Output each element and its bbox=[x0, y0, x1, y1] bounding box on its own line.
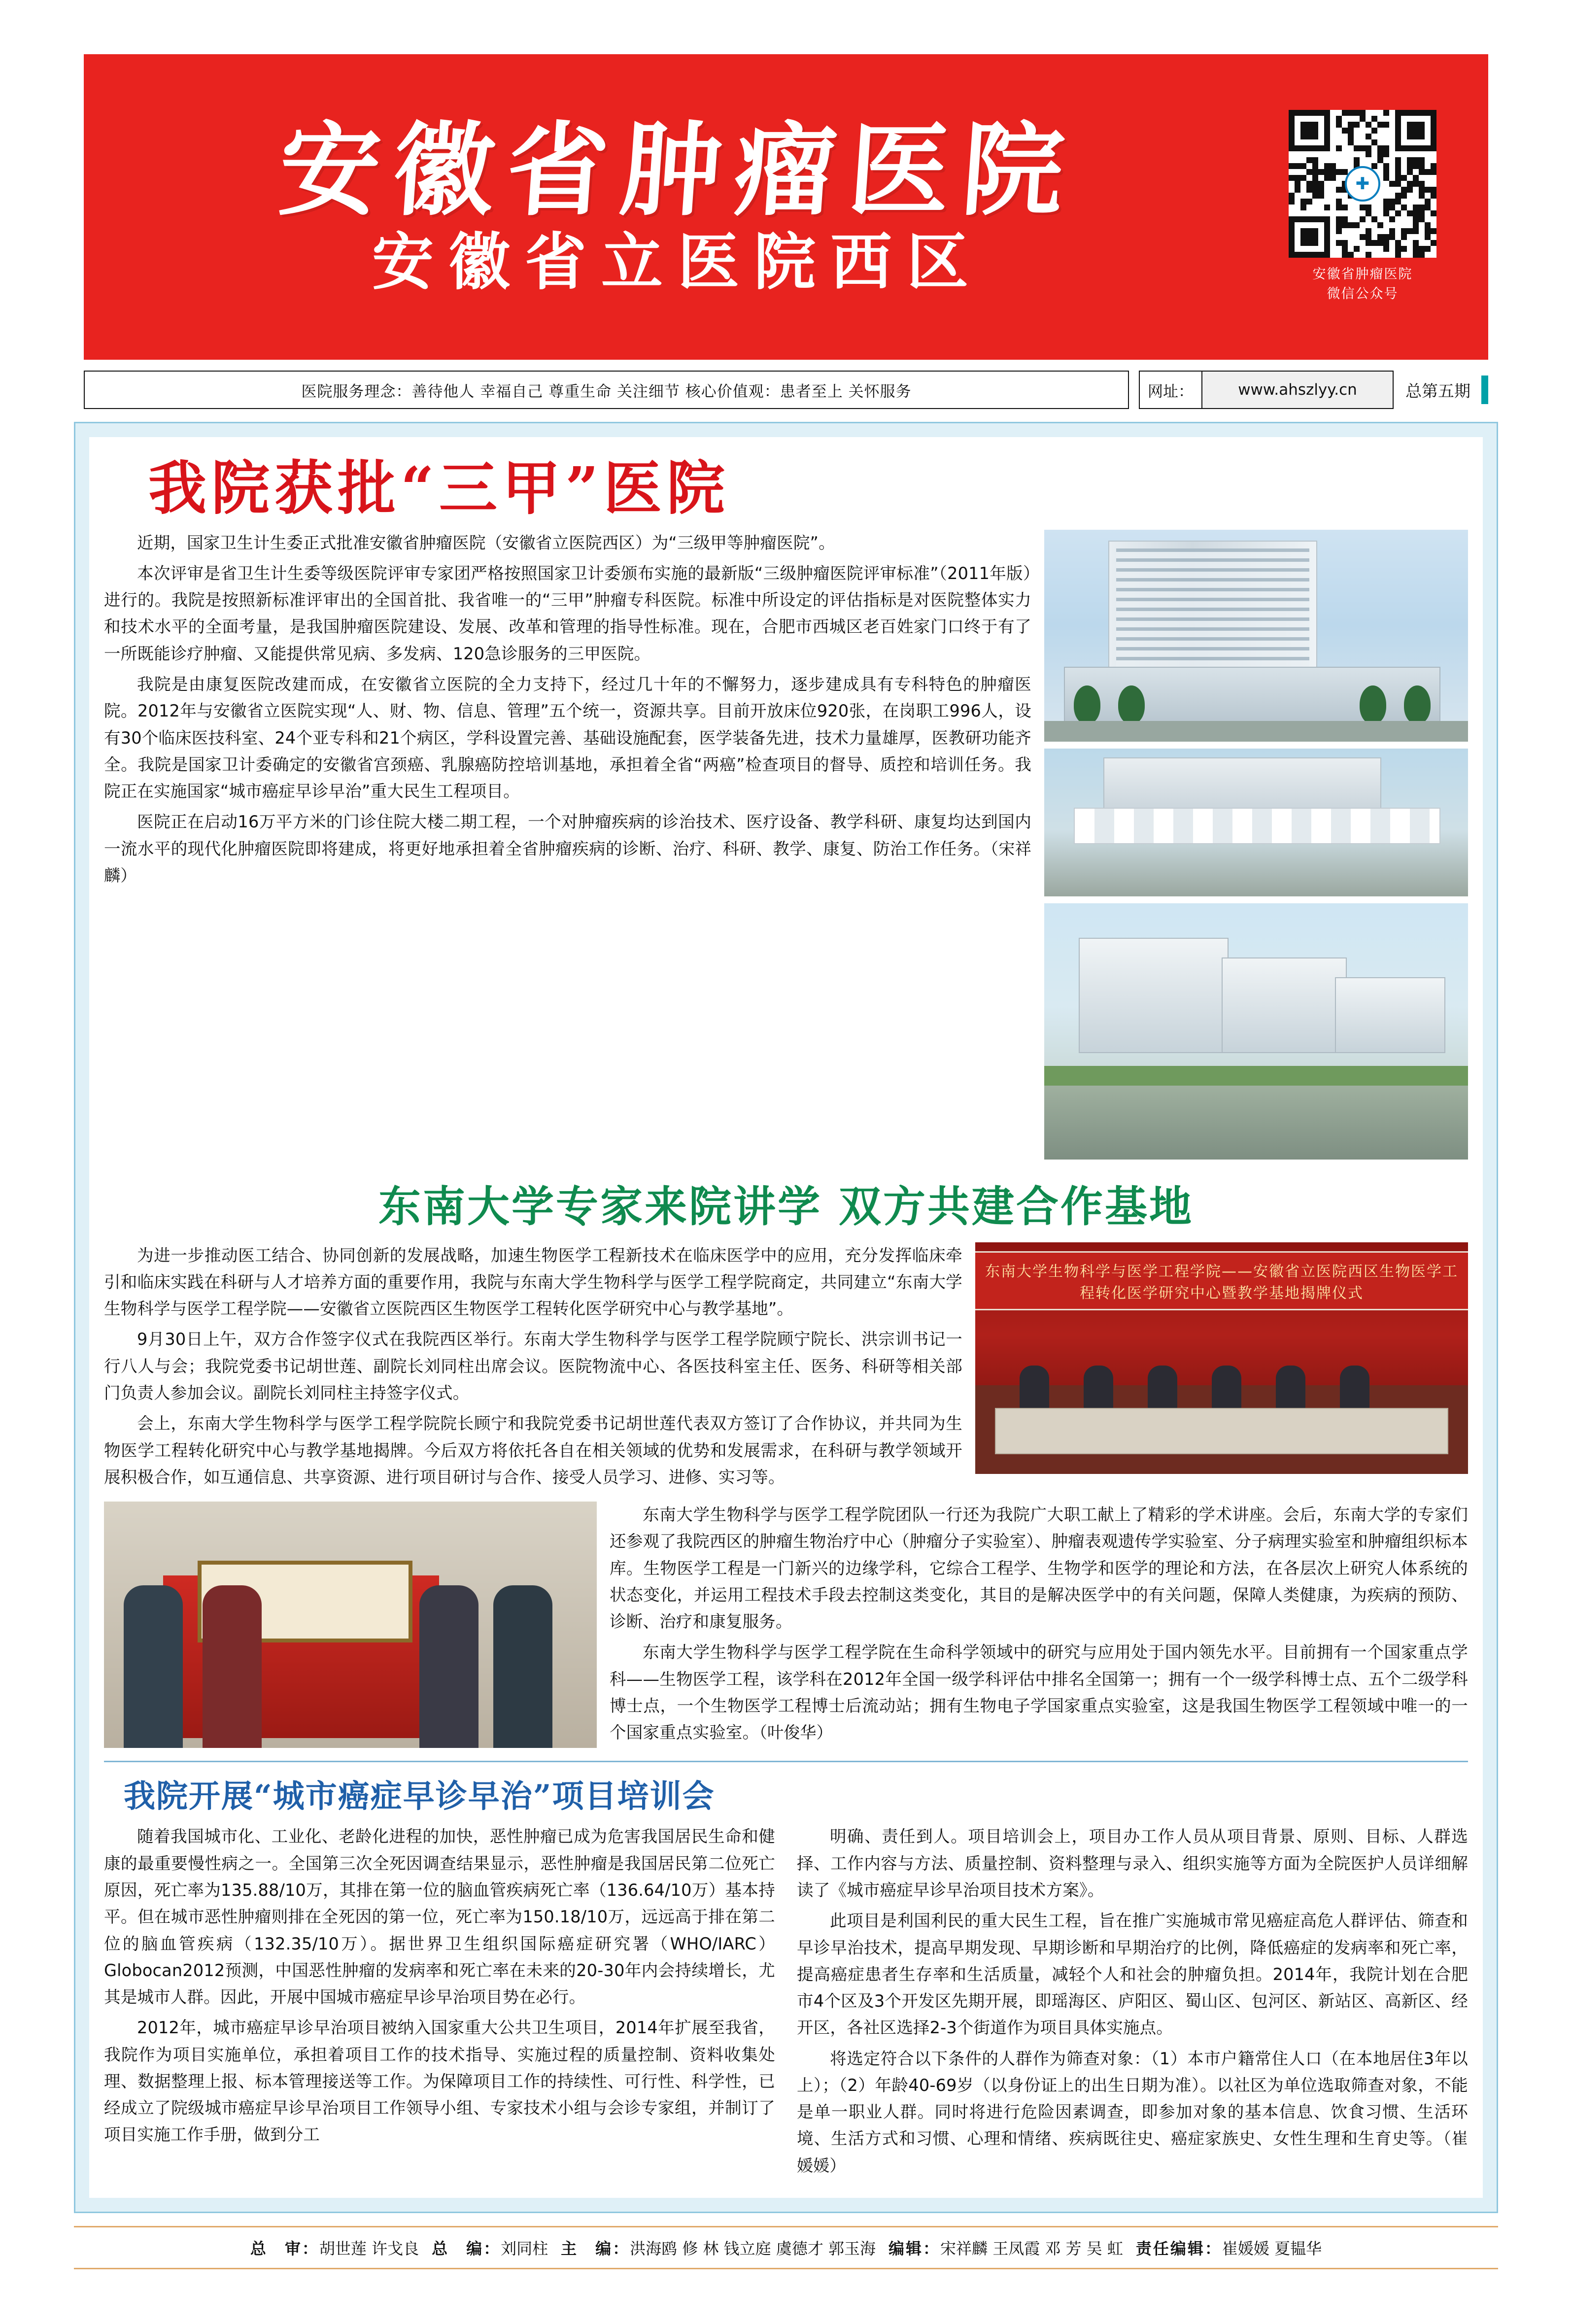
article2-mid bbox=[104, 1502, 1468, 1750]
plaza-awning-shape bbox=[1074, 808, 1440, 844]
footer-value: 刘同柱 bbox=[501, 2239, 548, 2258]
article2-signature: （叶俊华） bbox=[759, 1723, 833, 1743]
article1-photos bbox=[1044, 530, 1468, 1160]
footer-item bbox=[432, 2236, 548, 2259]
article2-headline: 东南大学专家来院讲学 双方共建合作基地 bbox=[378, 1181, 1194, 1231]
masthead-footer bbox=[74, 2226, 1498, 2269]
person-shape bbox=[1340, 1366, 1369, 1410]
footer-value: 崔媛媛 夏韫华 bbox=[1222, 2239, 1322, 2258]
tree-shape bbox=[1118, 685, 1145, 724]
article1 bbox=[104, 530, 1468, 1160]
conference-banner-text: 东南大学生物科学与医学工程学院——安徽省立医院西区生物医学工程转化医学研究中心暨教学基地揭牌仪式 bbox=[975, 1251, 1468, 1310]
qr-caption bbox=[1313, 265, 1413, 305]
qr-block bbox=[1257, 110, 1488, 305]
article2-paragraph-text: 东南大学生物科学与医学工程学院在生命科学领域中的研究与应用处于国内领先水平。目前拥有一个国家重点学科——生物医学工程，该学科在2012年全国一级学科评估中排名全国第一；拥有一个一级学科博士点、五个二级学科博士点，一个生物医学工程博士后流动站；拥有生物电子学国家重点实验室，这是我国生物医学工程领域中唯一的一个国家重点实验室。 bbox=[610, 1642, 1468, 1743]
footer-item bbox=[250, 2236, 419, 2259]
footer-label: 总 审： bbox=[250, 2239, 319, 2258]
article1-paragraph: 本次评审是省卫生计生委等级医院评审专家团严格按照国家卫计委颁布实施的最新版“三级肿瘤医院评审标准”（2011年版）进行的。我院是按照新标准评审出的全国首批、我省唯一的“三甲”肿瘤专科医院。标准中所设定的评估指标是对医院整体实力和技术水平的全面考量，是我国肿瘤医院建设、发展、改革和管理的指导性标准。现在，合肥市西城区老百姓家门口终于有了一所既能诊疗肿瘤、又能提供常见病、多发病、120急诊服务的三甲医院。 bbox=[104, 563, 1031, 663]
article3-column-1 bbox=[104, 1823, 775, 2183]
article2-paragraph: 9月30日上午，双方合作签字仪式在我院西区举行。东南大学生物科学与医学工程学院顾宁院长、洪宗训书记一行八人与会；我院党委书记胡世莲、副院长刘同柱出席会议。医院物流中心、各医技科室主任、医务、科研等相关部门负责人参加会议。副院长刘同柱主持签字仪式。 bbox=[104, 1330, 962, 1403]
article2-top bbox=[104, 1242, 1468, 1495]
hospital-building-photo bbox=[1044, 530, 1468, 742]
article3-paragraph: 此项目是利国利民的重大民生工程，旨在推广实施城市常见癌症高危人群评估、筛查和早诊早治技术，提高早期发现、早期诊断和早期治疗的比例，降低癌症的发病率和死亡率，提高癌症患者生存率和生活质量，减轻个人和社会的肿瘤负担。2014年，我院计划在合肥市4个区及3个开发区先期开展，即瑶海区、庐阳区、蜀山区、包河区、新站区、高新区、经开区，各社区选择2-3个街道作为项目具体实施点。 bbox=[797, 1911, 1468, 2038]
masthead-titles bbox=[84, 111, 1257, 298]
teal-marker bbox=[1481, 376, 1488, 404]
render-block-shape bbox=[1222, 957, 1347, 1053]
article3 bbox=[104, 1761, 1468, 2183]
hospital-plaza-photo bbox=[1044, 749, 1468, 896]
person-shape bbox=[1084, 1366, 1113, 1410]
website-label: 网址： bbox=[1148, 382, 1194, 401]
render-grass-shape bbox=[1044, 1066, 1468, 1086]
qr-caption-line1: 安徽省肿瘤医院 bbox=[1312, 266, 1413, 282]
issue-number-text: 总第五期 bbox=[1405, 381, 1470, 401]
footer-label: 编辑： bbox=[889, 2239, 941, 2258]
person-shape bbox=[1276, 1366, 1305, 1410]
article1-paragraph-text: 医院正在启动16万平方米的门诊住院大楼二期工程，一个对肿瘤疾病的诊治技术、医疗设备、教学科研、康复均达到国内一流水平的现代化肿瘤医院即将建成，将更好地承担着全省肿瘤疾病的诊断、治疗、科研、教学、康复、防治工作任务。 bbox=[104, 812, 1031, 858]
footer-value: 胡世莲 许戈良 bbox=[319, 2239, 419, 2258]
info-bar bbox=[84, 371, 1488, 409]
content-frame bbox=[74, 422, 1498, 2213]
article3-paragraph-text: 将选定符合以下条件的人群作为筛查对象：（1）本市户籍常住人口（在本地居住3年以上）；（2）年龄40-69岁（以身份证上的出生日期为准）。以社区为单位选取筛查对象，不能是单一职业人群。同时将进行危险因素调查，即参加对象的基本信息、饮食习惯、生活环境、生活方式和习惯、心理和情绪、疾病既往史、癌症家族史、女性生理和生育史等。 bbox=[797, 2049, 1468, 2149]
footer-label: 责任编辑： bbox=[1135, 2239, 1222, 2258]
article2-paragraph bbox=[610, 1639, 1468, 1746]
article3-signature: （崔媛媛） bbox=[797, 2129, 1468, 2175]
person-shape bbox=[1020, 1366, 1049, 1410]
article3-headline: 我院开展“城市癌症早诊早治”项目培训会 bbox=[124, 1778, 715, 1815]
ground-shape bbox=[1044, 721, 1468, 742]
page-bottom-padding bbox=[0, 2269, 1572, 2314]
article3-columns bbox=[104, 1823, 1468, 2183]
article2-paragraph: 东南大学生物科学与医学工程学院团队一行还为我院广大职工献上了精彩的学术讲座。会后，东南大学的专家们还参观了我院西区的肿瘤生物治疗中心（肿瘤分子实验室）、肿瘤表观遗传学实验室、分子病理实验室和肿瘤组织标本库。生物医学工程是一门新兴的边缘学科，它综合工程学、生物学和医学的理论和方法，在各层次上研究人体系统的状态变化，并运用工程技术手段去控制这类变化，其目的是解决医学中的有关问题，保障人类健康，为疾病的预防、诊断、治疗和康复服务。 bbox=[610, 1505, 1468, 1632]
article3-paragraph: 2012年，城市癌症早诊早治项目被纳入国家重大公共卫生项目，2014年扩展至我省，我院作为项目实施单位，承担着项目工作的技术指导、实施过程的质量控制、资料收集处理、数据整理上报、标本管理接送等工作。为保障项目工作的持续性、可行性、科学性，已经成立了院级城市癌症早诊早治项目工作领导小组、专家技术小组与会诊专家组，并制订了项目实施工作手册，做到分工 bbox=[104, 2018, 775, 2145]
person-shape bbox=[419, 1585, 478, 1748]
tree-shape bbox=[1074, 685, 1100, 724]
article2-paragraph: 会上，东南大学生物科学与医学工程学院院长顾宁和我院党委书记胡世莲代表双方签订了合作协议，并共同为生物医学工程转化研究中心与教学基地揭牌。今后双方将依托各自在相关领域的优势和发展需求，在科研与教学领域开展积极合作，如互通信息、共享资源、进行项目研讨与合作、接受人员学习、进修、实习等。 bbox=[104, 1414, 962, 1487]
article3-paragraph: 随着我国城市化、工业化、老龄化进程的加快，恶性肿瘤已成为危害我国居民生命和健康的最重要慢性病之一。全国第三次全死因调查结果显示，恶性肿瘤是我国居民第二位死亡原因，死亡率为135.88/10万，其排在第一位的脑血管疾病死亡率（136.64/10万）基本持平。但在城市恶性肿瘤则排在全死因的第一位，死亡率为150.18/10万，远远高于排在第二位的脑血管疾病（132.35/10万）。据世界卫生组织国际癌症研究署（WHO/IARC）Globocan2012预测，中国恶性肿瘤的发病率和死亡率在未来的20-30年内会持续增长，尤其是城市人群。因此，开展中国城市癌症早诊早治项目势在必行。 bbox=[104, 1827, 775, 2007]
website-url[interactable]: www.ahszlyy.cn bbox=[1201, 372, 1393, 408]
article1-headline: 我院获批“三甲”医院 bbox=[148, 454, 730, 522]
publication-title: 安徽省肿瘤医院 bbox=[275, 111, 1080, 230]
person-shape bbox=[1212, 1366, 1241, 1410]
content-sheet bbox=[89, 437, 1483, 2198]
footer-item bbox=[561, 2236, 876, 2259]
article2-right-text bbox=[610, 1502, 1468, 1750]
render-block-shape bbox=[1335, 977, 1445, 1053]
render-road-shape bbox=[1044, 1086, 1468, 1160]
qr-caption-line2: 微信公众号 bbox=[1327, 286, 1399, 302]
article3-paragraph bbox=[797, 2046, 1468, 2179]
article1-paragraph: 近期，国家卫生计生委正式批准安徽省肿瘤医院（安徽省立医院西区）为“三级甲等肿瘤医院”。 bbox=[137, 533, 835, 552]
person-shape bbox=[1148, 1366, 1177, 1410]
article1-paragraph: 我院是由康复医院改建而成，在安徽省立医院的全力支持下，经过几十年的不懈努力，逐步建成具有专科特色的肿瘤医院。2012年与安徽省立医院实现“人、财、物、信息、管理”五个统一，资源共享。目前开放床位920张，在岗职工996人，设有30个临床医技科室、24个亚专科和21个病区，学科设置完善、基础设施配套，医学装备先进，技术力量雄厚，医教研功能齐全。我院是国家卫计委确定的安徽省宫颈癌、乳腺癌防控培训基地，承担着全省“两癌”检查项目的督导、质控和培训任务。我院正在实施国家“城市癌症早诊早治”重大民生工程项目。 bbox=[104, 675, 1031, 801]
plaza-building-shape bbox=[1103, 757, 1381, 814]
newspaper-page bbox=[0, 54, 1572, 2324]
hospital-render-photo bbox=[1044, 903, 1468, 1160]
article2-right-photo bbox=[975, 1242, 1468, 1495]
person-shape bbox=[203, 1585, 262, 1748]
conference-meeting-photo bbox=[975, 1242, 1468, 1474]
conference-table-shape bbox=[995, 1408, 1448, 1454]
qr-center-logo-icon: ✚ bbox=[1345, 166, 1380, 202]
service-motto: 医院服务理念：善待他人 幸福自己 尊重生命 关注细节 核心价值观：患者至上 关怀服务 bbox=[84, 371, 1129, 409]
article2-paragraph: 为进一步推动医工结合、协同创新的发展战略，加速生物医学工程新技术在临床医学中的应用，充分发挥临床牵引和临床实践在科研与人才培养方面的重要作用，我院与东南大学生物科学与医学工程学院商定，共同建立“东南大学生物科学与医学工程学院——安徽省立医院西区生物医学工程转化医学研究中心与教学基地”。 bbox=[104, 1245, 962, 1319]
signing-ceremony-photo bbox=[104, 1502, 597, 1748]
article2-left-text bbox=[104, 1242, 962, 1495]
footer-item bbox=[1136, 2236, 1322, 2259]
footer-label: 主 编： bbox=[561, 2239, 630, 2258]
article3-paragraph: 明确、责任到人。项目培训会上，项目办工作人员从项目背景、原则、目标、人群选择、工作内容与方法、质量控制、资料整理与录入、组织实施等方面为全院医护人员详细解读了《城市癌症早诊早治项目技术方案》。 bbox=[797, 1827, 1468, 1900]
footer-value: 宋祥麟 王凤霞 邓 芳 吴 虹 bbox=[940, 2239, 1123, 2258]
issue-number bbox=[1405, 371, 1488, 409]
article1-paragraph bbox=[104, 809, 1031, 889]
article3-column-2 bbox=[797, 1823, 1468, 2183]
person-shape bbox=[493, 1585, 552, 1748]
render-block-shape bbox=[1079, 938, 1229, 1053]
footer-label: 总 编： bbox=[432, 2239, 501, 2258]
tree-shape bbox=[1404, 685, 1431, 724]
website-field[interactable] bbox=[1139, 371, 1394, 409]
article1-signature: （宋祥麟） bbox=[104, 839, 1031, 885]
footer-value: 洪海鸥 修 林 钱立庭 虞德才 郭玉海 bbox=[630, 2239, 876, 2258]
tree-shape bbox=[1360, 685, 1386, 724]
masthead bbox=[84, 54, 1488, 360]
wechat-qr-code-icon bbox=[1289, 110, 1436, 258]
footer-item bbox=[889, 2236, 1123, 2259]
person-shape bbox=[124, 1585, 183, 1748]
publication-subtitle: 安徽省立医院西区 bbox=[372, 226, 983, 298]
article1-text bbox=[104, 530, 1031, 1160]
